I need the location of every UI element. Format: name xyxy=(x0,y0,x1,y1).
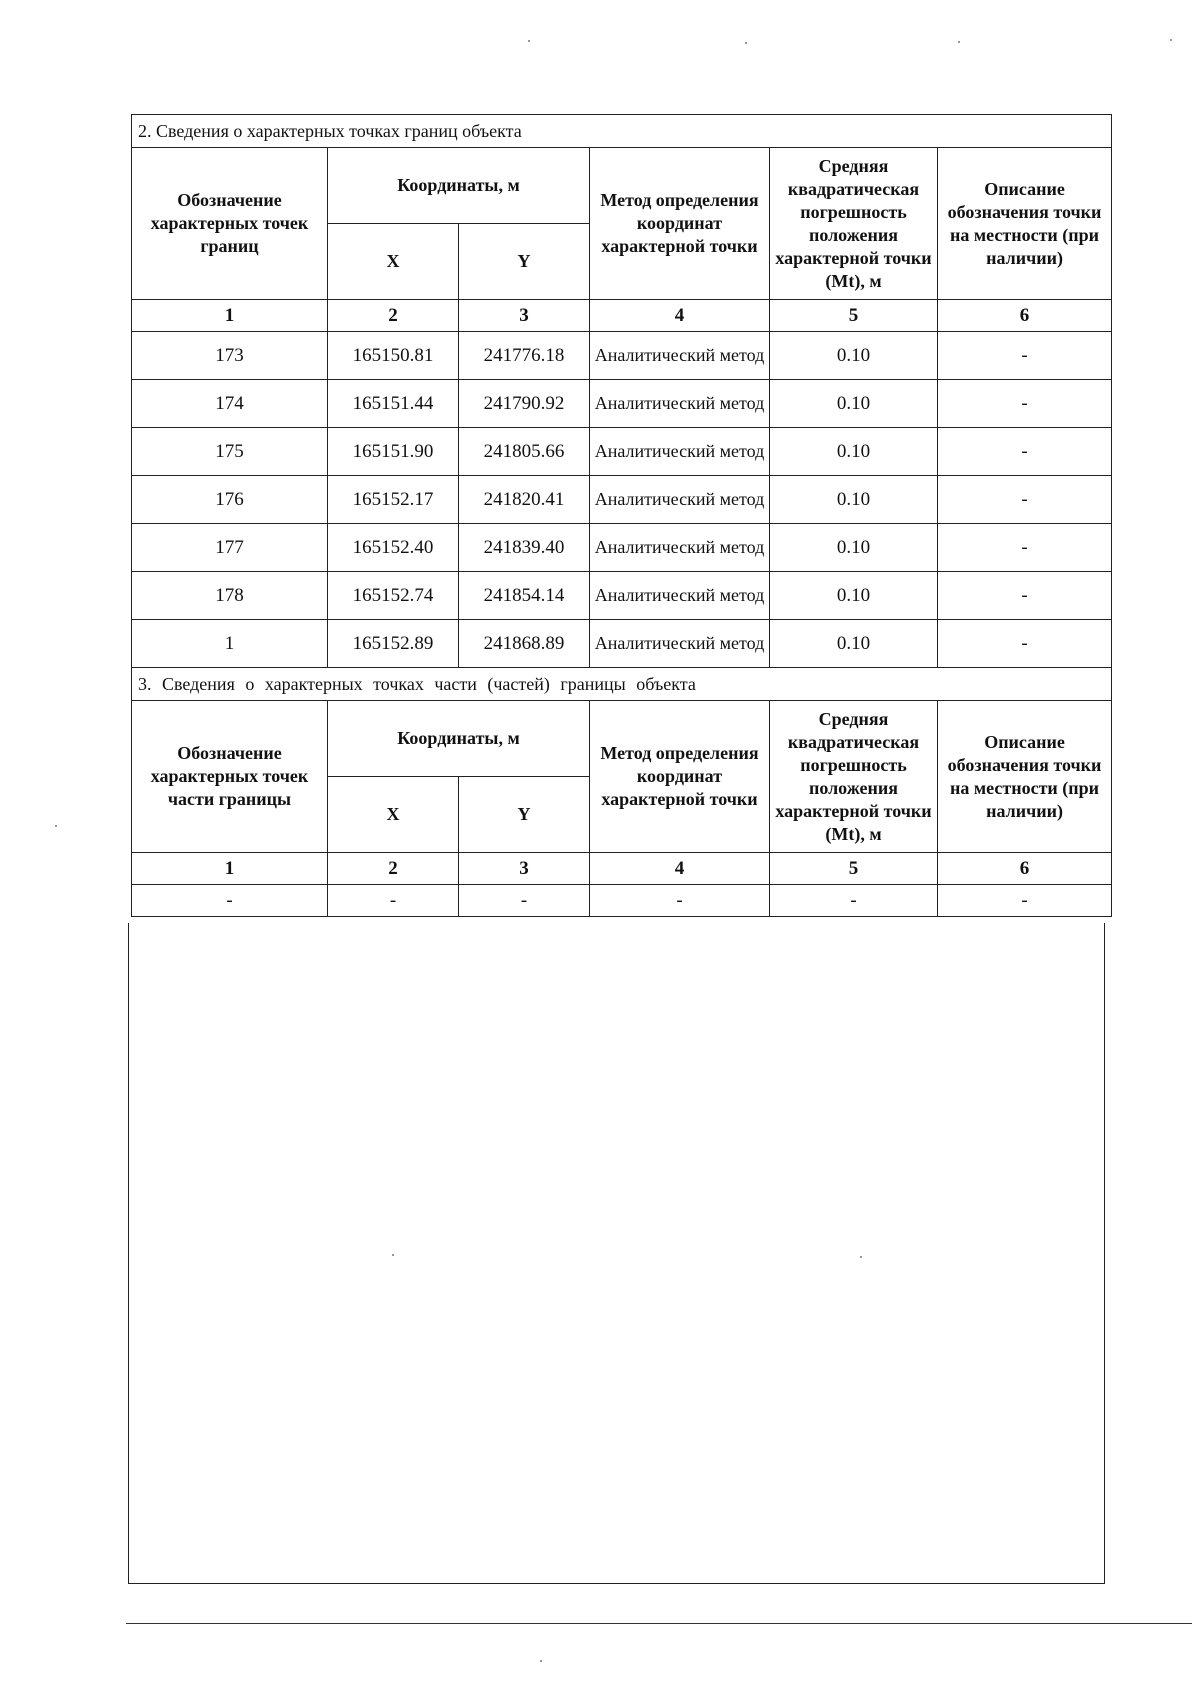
cell-x: 165150.81 xyxy=(328,332,459,380)
cell-y: - xyxy=(459,885,590,917)
cell-y: 241805.66 xyxy=(459,428,590,476)
cell-description: - xyxy=(938,620,1112,668)
cell-point: - xyxy=(132,885,328,917)
cell-x: 165151.44 xyxy=(328,380,459,428)
cell-x: 165152.40 xyxy=(328,524,459,572)
section-3-title: 3. Сведения о характерных точках части (частей) границы объекта xyxy=(132,668,1112,701)
cell-y: 241776.18 xyxy=(459,332,590,380)
header-error: Средняя квадратическая погрешность положения характерной точки (Mt), м xyxy=(770,148,938,300)
footer-rule xyxy=(126,1623,1192,1624)
cell-y: 241839.40 xyxy=(459,524,590,572)
cell-point: 178 xyxy=(132,572,328,620)
cell-method: Аналитический метод xyxy=(590,428,770,476)
cell-y: 241854.14 xyxy=(459,572,590,620)
table-row xyxy=(132,524,1112,572)
column-number: 6 xyxy=(938,300,1112,332)
column-number: 6 xyxy=(938,853,1112,885)
empty-area-frame xyxy=(128,923,1105,1584)
cell-description: - xyxy=(938,572,1112,620)
column-number: 1 xyxy=(132,300,328,332)
table-row xyxy=(132,885,1112,917)
cell-method: Аналитический метод xyxy=(590,380,770,428)
column-number: 3 xyxy=(459,853,590,885)
header-x: X xyxy=(328,777,459,853)
document-sheet xyxy=(131,114,1111,917)
header-method: Метод определения координат характерной точки xyxy=(590,148,770,300)
cell-method: Аналитический метод xyxy=(590,620,770,668)
cell-error: 0.10 xyxy=(770,428,938,476)
section-2-title: 2. Сведения о характерных точках границ объекта xyxy=(132,115,1112,148)
cell-method: Аналитический метод xyxy=(590,524,770,572)
cell-point: 173 xyxy=(132,332,328,380)
column-number: 4 xyxy=(590,853,770,885)
cell-point: 175 xyxy=(132,428,328,476)
header-coordinates: Координаты, м xyxy=(328,148,590,224)
cell-error: - xyxy=(770,885,938,917)
header-designation: Обозначение характерных точек границ xyxy=(132,148,328,300)
cell-error: 0.10 xyxy=(770,332,938,380)
header-coordinates: Координаты, м xyxy=(328,701,590,777)
cell-y: 241820.41 xyxy=(459,476,590,524)
cell-point: 177 xyxy=(132,524,328,572)
cell-error: 0.10 xyxy=(770,620,938,668)
cell-error: 0.10 xyxy=(770,380,938,428)
header-description: Описание обозначения точки на местности (при наличии) xyxy=(938,148,1112,300)
cell-description: - xyxy=(938,524,1112,572)
cell-y: 241868.89 xyxy=(459,620,590,668)
cell-description: - xyxy=(938,476,1112,524)
cell-point: 1 xyxy=(132,620,328,668)
cell-method: Аналитический метод xyxy=(590,332,770,380)
cell-description: - xyxy=(938,428,1112,476)
cell-method: - xyxy=(590,885,770,917)
header-y: Y xyxy=(459,224,590,300)
cell-description: - xyxy=(938,332,1112,380)
cell-method: Аналитический метод xyxy=(590,572,770,620)
header-designation: Обозначение характерных точек части границы xyxy=(132,701,328,853)
header-description: Описание обозначения точки на местности (при наличии) xyxy=(938,701,1112,853)
table-row xyxy=(132,380,1112,428)
cell-description: - xyxy=(938,380,1112,428)
cell-point: 174 xyxy=(132,380,328,428)
cell-error: 0.10 xyxy=(770,476,938,524)
header-method: Метод определения координат характерной точки xyxy=(590,701,770,853)
cell-x: 165152.89 xyxy=(328,620,459,668)
column-number: 4 xyxy=(590,300,770,332)
column-number: 5 xyxy=(770,300,938,332)
column-number: 2 xyxy=(328,300,459,332)
cell-x: 165151.90 xyxy=(328,428,459,476)
column-number: 3 xyxy=(459,300,590,332)
cell-description: - xyxy=(938,885,1112,917)
table-row xyxy=(132,476,1112,524)
boundary-points-table xyxy=(131,114,1112,917)
table-row xyxy=(132,428,1112,476)
cell-x: - xyxy=(328,885,459,917)
column-number: 1 xyxy=(132,853,328,885)
cell-method: Аналитический метод xyxy=(590,476,770,524)
cell-point: 176 xyxy=(132,476,328,524)
cell-x: 165152.74 xyxy=(328,572,459,620)
header-x: X xyxy=(328,224,459,300)
header-error: Средняя квадратическая погрешность положения характерной точки (Mt), м xyxy=(770,701,938,853)
cell-error: 0.10 xyxy=(770,524,938,572)
header-y: Y xyxy=(459,777,590,853)
cell-error: 0.10 xyxy=(770,572,938,620)
cell-y: 241790.92 xyxy=(459,380,590,428)
table-row xyxy=(132,620,1112,668)
column-number: 2 xyxy=(328,853,459,885)
column-number: 5 xyxy=(770,853,938,885)
cell-x: 165152.17 xyxy=(328,476,459,524)
table-row xyxy=(132,572,1112,620)
table-row xyxy=(132,332,1112,380)
